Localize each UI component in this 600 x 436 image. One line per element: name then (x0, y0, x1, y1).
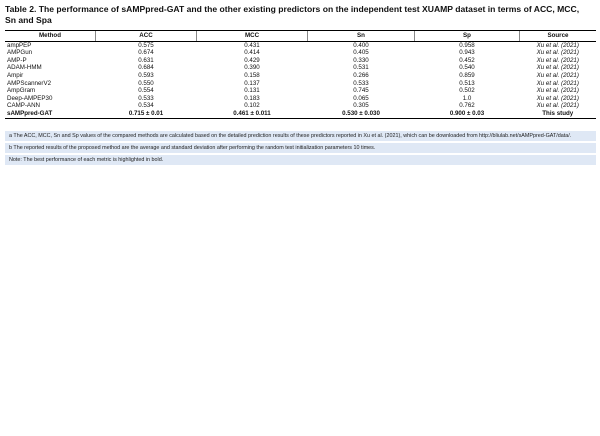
cell-sp: 0.762 (459, 102, 475, 110)
cell-acc: 0.575 (138, 41, 154, 49)
table-row (5, 87, 596, 95)
table-row (5, 72, 596, 80)
cell-sp: 0.958 (459, 41, 475, 49)
footnote-note: Note: The best performance of each metric is highlighted in bold. (5, 155, 596, 165)
table-notes (5, 131, 596, 167)
cell-sn: 0.745 (353, 87, 369, 95)
header-mcc: MCC (197, 31, 308, 42)
table-row (5, 80, 596, 88)
cell-mcc: 0.390 (244, 64, 260, 72)
cell-mcc: 0.431 (244, 41, 260, 49)
cell-method: Deep-AMPEP30 (7, 94, 53, 102)
header-source: Source (520, 31, 597, 42)
cell-source: Xu et al. (2021) (536, 56, 579, 64)
cell-sn: 0.530 ± 0.030 (308, 110, 415, 118)
cell-mcc: 0.158 (244, 71, 260, 79)
cell-sn: 0.065 (353, 94, 369, 102)
cell-source: Xu et al. (2021) (536, 79, 579, 87)
cell-sn: 0.266 (353, 71, 369, 79)
header-acc: ACC (96, 31, 197, 42)
cell-source: Xu et al. (2021) (536, 94, 579, 102)
cell-method: Ampir (7, 71, 24, 79)
cell-method: ADAM-HMM (7, 64, 42, 72)
cell-acc: 0.593 (138, 71, 154, 79)
cell-sn: 0.400 (353, 41, 369, 49)
results-table (5, 30, 596, 119)
table-header-row (5, 31, 596, 42)
cell-method: sAMPpred-GAT (5, 110, 96, 118)
cell-method: CAMP-ANN (7, 102, 41, 110)
cell-mcc: 0.183 (244, 94, 260, 102)
cell-acc: 0.534 (138, 102, 154, 110)
cell-source: Xu et al. (2021) (536, 102, 579, 110)
cell-sn: 0.330 (353, 56, 369, 64)
header-sn: Sn (308, 31, 415, 42)
cell-acc: 0.715 ± 0.01 (96, 110, 197, 118)
cell-source: Xu et al. (2021) (536, 87, 579, 95)
cell-acc: 0.554 (138, 87, 154, 95)
cell-sp: 0.513 (459, 79, 475, 87)
cell-acc: 0.533 (138, 94, 154, 102)
cell-method: AMPGun (7, 49, 33, 57)
cell-method: AMP-P (7, 56, 27, 64)
cell-acc: 0.684 (138, 64, 154, 72)
cell-mcc: 0.131 (244, 87, 260, 95)
table-row (5, 49, 596, 57)
table-row (5, 110, 596, 118)
footnote-b: b The reported results of the proposed method are the average and standard deviation after performing the random test initialization parameters 10 times. (5, 143, 596, 153)
table-row (5, 102, 596, 110)
cell-method: AMPScannerV2 (7, 79, 52, 87)
cell-mcc: 0.102 (244, 102, 260, 110)
cell-source: Xu et al. (2021) (536, 49, 579, 57)
table-body (5, 41, 596, 118)
cell-mcc: 0.137 (244, 79, 260, 87)
footnote-a: a The ACC, MCC, Sn and Sp values of the compared methods are calculated based on the detailed prediction results of these predictors reported in Xu et al. (2021), which can be downloaded from http://bliulab.net/sAMPpred-GAT/data/. (5, 131, 596, 141)
table-row (5, 57, 596, 65)
cell-sp: 0.502 (459, 87, 475, 95)
cell-source: Xu et al. (2021) (536, 41, 579, 49)
table-row (5, 41, 596, 49)
cell-acc: 0.631 (138, 56, 154, 64)
cell-sn: 0.533 (353, 79, 369, 87)
cell-sp: 0.452 (459, 56, 475, 64)
cell-sn: 0.531 (353, 64, 369, 72)
table-caption: Table 2. The performance of sAMPpred-GAT and the other existing predictors on the independent test XUAMP dataset in terms of ACC, MCC, Sn and Spa (5, 4, 580, 25)
cell-sp: 0.859 (459, 71, 475, 79)
header-method: Method (5, 31, 96, 42)
cell-sp: 0.900 ± 0.03 (415, 110, 520, 118)
cell-acc: 0.674 (138, 49, 154, 57)
table-row (5, 95, 596, 103)
cell-sn: 0.305 (353, 102, 369, 110)
cell-mcc: 0.429 (244, 56, 260, 64)
cell-mcc: 0.461 ± 0.011 (197, 110, 308, 118)
cell-sp: 1.0 (462, 94, 472, 102)
cell-mcc: 0.414 (244, 49, 260, 57)
header-sp: Sp (415, 31, 520, 42)
cell-source: Xu et al. (2021) (536, 71, 579, 79)
cell-method: ampPEP (7, 41, 32, 49)
cell-method: AmpGram (7, 87, 36, 95)
cell-acc: 0.550 (138, 79, 154, 87)
cell-sn: 0.405 (353, 49, 369, 57)
table-row (5, 64, 596, 72)
cell-sp: 0.540 (459, 64, 475, 72)
cell-sp: 0.943 (459, 49, 475, 57)
cell-source: This study (520, 110, 597, 118)
cell-source: Xu et al. (2021) (536, 64, 579, 72)
